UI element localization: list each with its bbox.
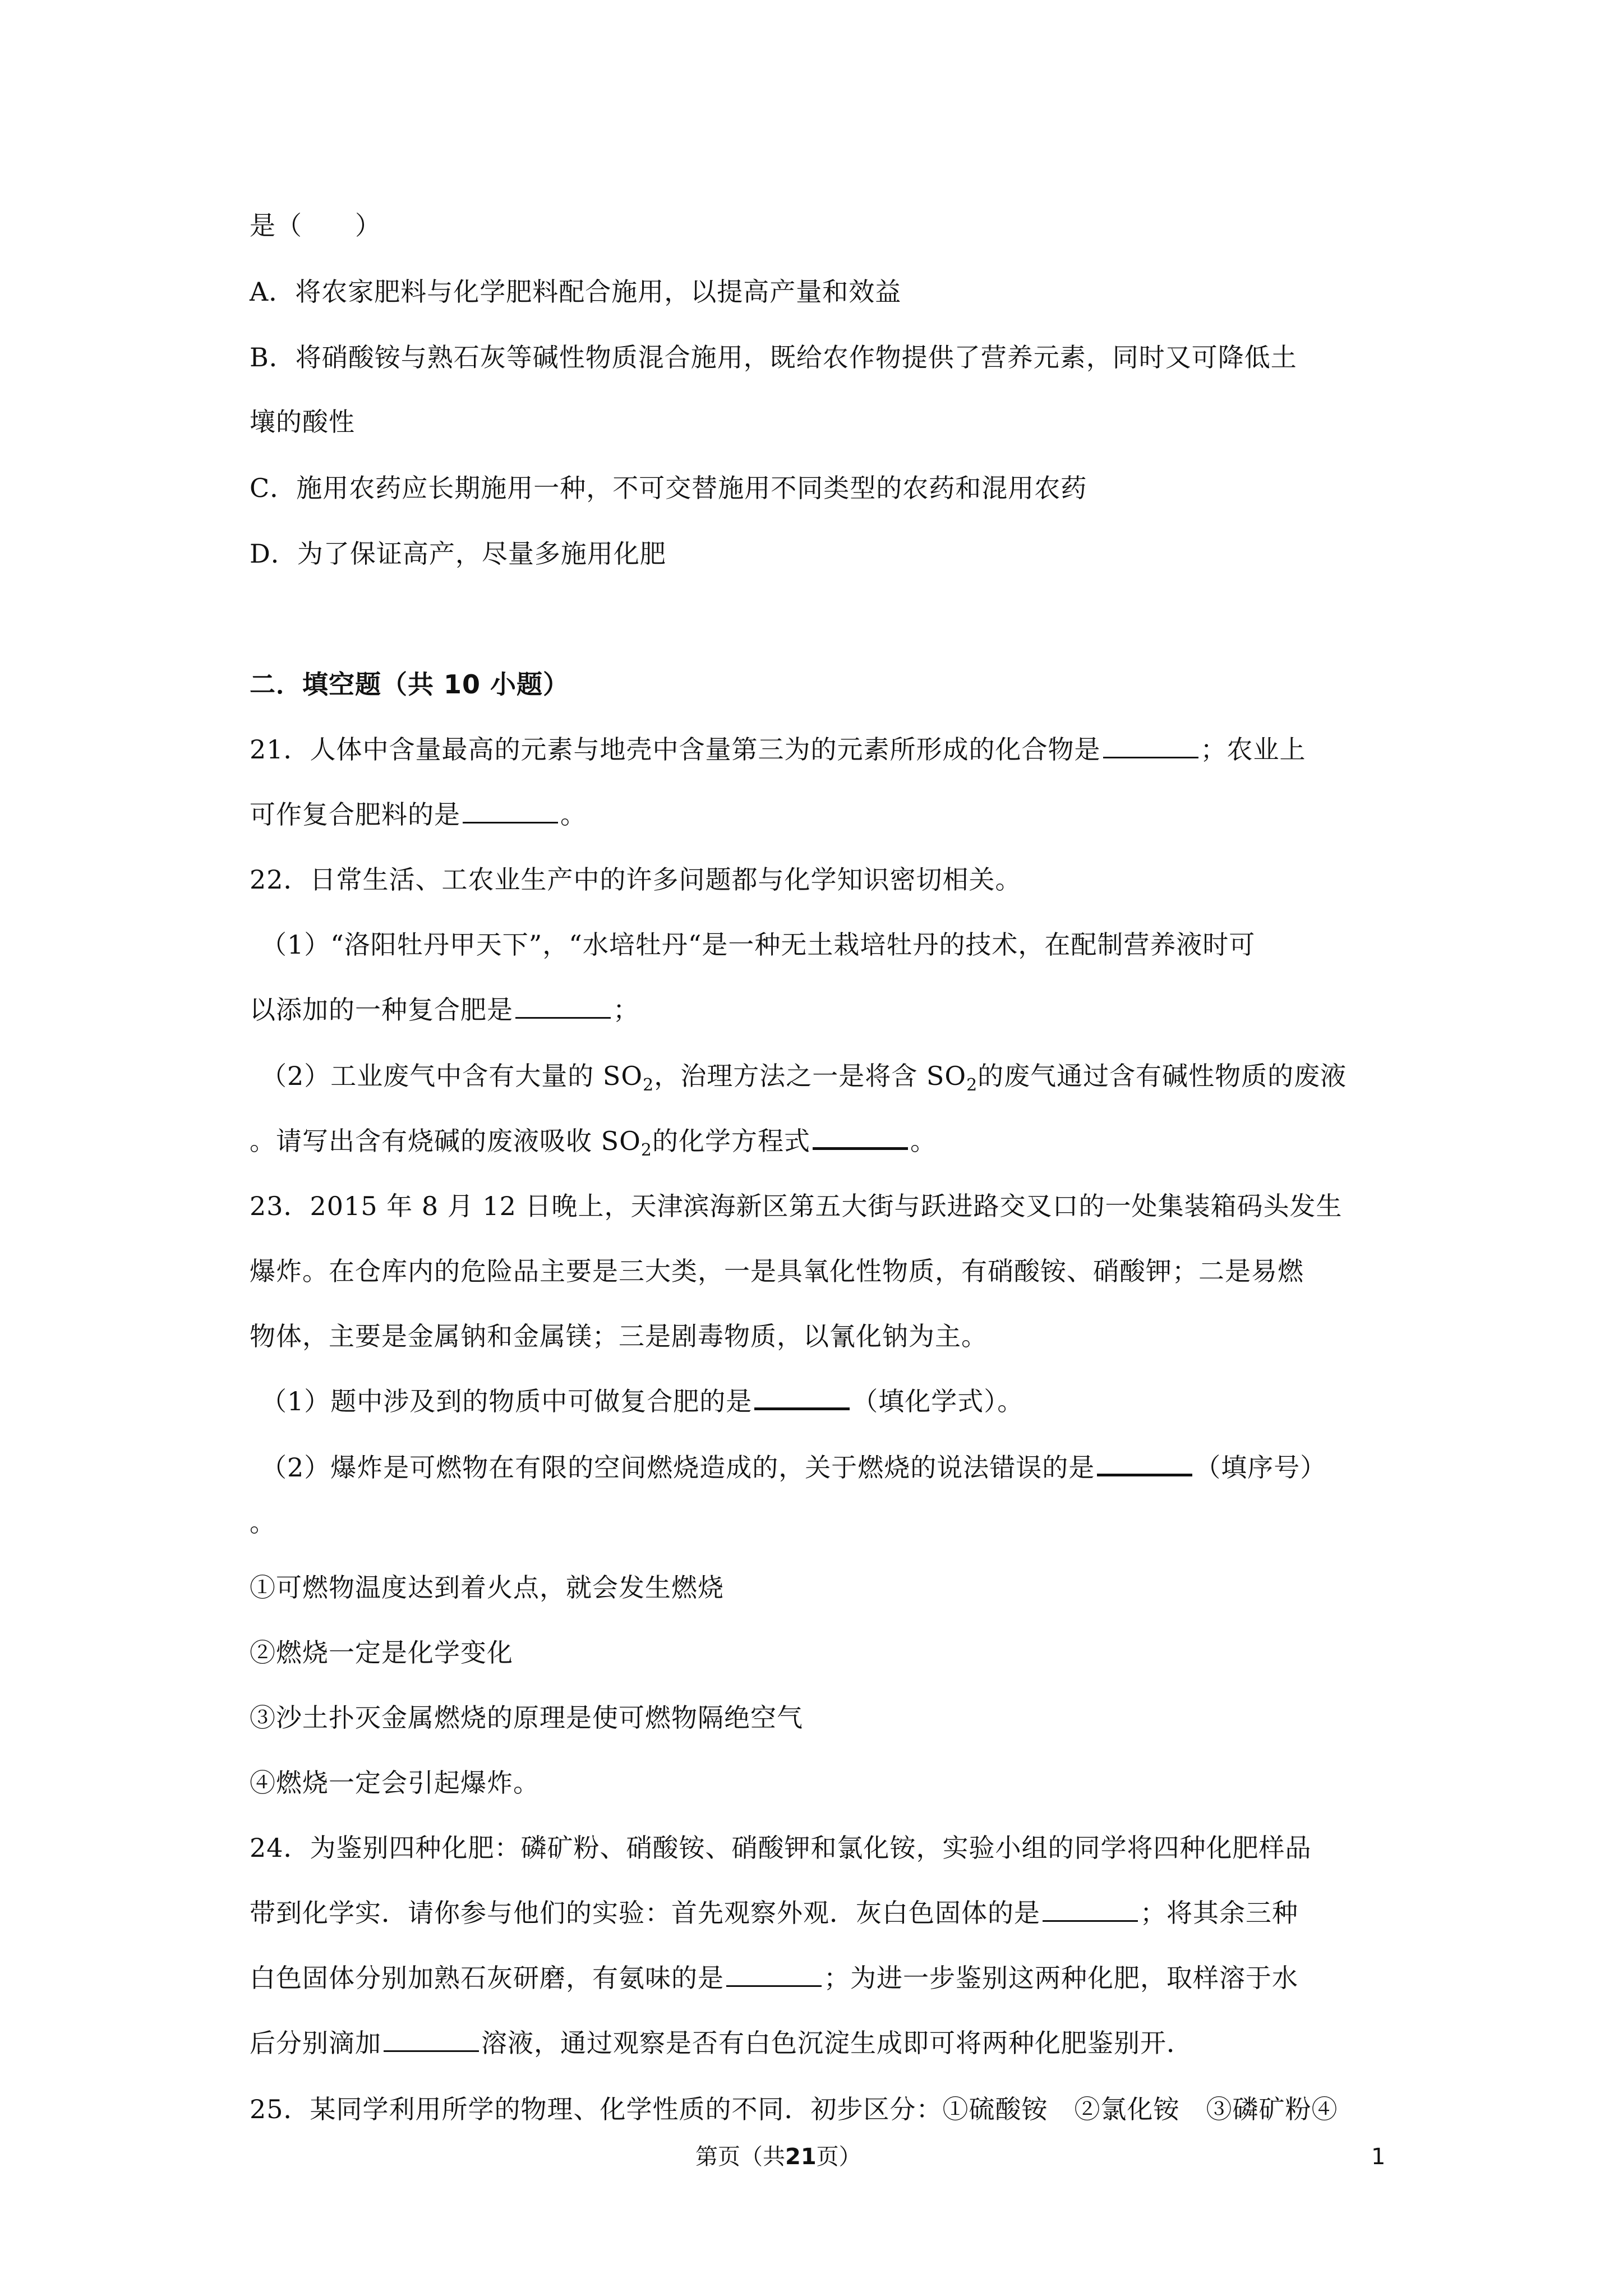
answer-blank[interactable] <box>384 2028 479 2052</box>
text-span: （1）题中涉及到的物质中可做复合肥的是 <box>261 1386 753 1416</box>
text-span: （填化学式）。 <box>852 1386 1024 1416</box>
question-22: 22．日常生活、工农业生产中的许多问题都与化学知识密切相关。 <box>250 864 1022 895</box>
option-d: D．为了保证高产，尽量多施用化肥 <box>250 539 666 569</box>
question-21 <box>250 733 1306 766</box>
subscript: 2 <box>640 1140 652 1161</box>
text-span: ；将其余三种 <box>1140 1898 1298 1928</box>
answer-blank[interactable] <box>813 1125 908 1150</box>
question-23: 23．2015 年 8 月 12 日晚上，天津滨海新区第五大街与跃进路交叉口的一处集装箱码头发生 <box>250 1191 1343 1221</box>
text-line: （1）“洛阳牡丹甲天下”，“水培牡丹“是一种无土栽培牡丹的技术，在配制营养液时可 <box>261 930 1256 960</box>
text-line <box>250 1124 937 1161</box>
text-span: 。请写出含有烧碱的废液吸收 SO <box>250 1126 641 1156</box>
text-line <box>261 1059 1347 1096</box>
list-item: ③沙土扑灭金属燃烧的原理是使可燃物隔绝空气 <box>250 1703 803 1733</box>
question-24: 24．为鉴别四种化肥：磷矿粉、硝酸铵、硝酸钾和氯化铵，实验小组的同学将四种化肥样品 <box>250 1833 1312 1863</box>
answer-blank[interactable] <box>1043 1898 1138 1922</box>
text-line <box>250 993 639 1027</box>
option-b: B．将硝酸铵与熟石灰等碱性物质混合施用，既给农作物提供了营养元素，同时又可降低土 <box>250 342 1297 372</box>
text-span: 溶液，通过观察是否有白色沉淀生成即可将两种化肥鉴别开． <box>481 2028 1193 2058</box>
answer-blank[interactable] <box>754 1385 850 1410</box>
text-span: 。 <box>910 1126 937 1156</box>
text-span: ；农业上 <box>1200 734 1306 765</box>
answer-blank[interactable] <box>515 995 611 1019</box>
list-item: ②燃烧一定是化学变化 <box>250 1637 513 1668</box>
text-line <box>261 1384 1023 1418</box>
subscript: 2 <box>643 1075 654 1096</box>
text-line: 是（ ） <box>250 210 381 241</box>
answer-blank[interactable] <box>726 1963 822 1987</box>
text-span: （2）工业废气中含有大量的 SO <box>261 1061 643 1091</box>
text-line: 壤的酸性 <box>250 407 355 437</box>
text-span: 的废气通过含有碱性物质的废液 <box>978 1061 1347 1091</box>
text-span: 带到化学实．请你参与他们的实验：首先观察外观．灰白色固体的是 <box>250 1898 1040 1928</box>
text-line <box>250 1961 1298 1995</box>
text-span: ，治理方法之一是将含 SO <box>654 1061 967 1091</box>
answer-blank[interactable] <box>1103 734 1198 758</box>
question-25: 25．某同学利用所学的物理、化学性质的不同．初步区分：①硫酸铵 ②氯化铵 ③磷矿粉④ <box>250 2094 1338 2124</box>
text-line <box>250 798 587 831</box>
text-line: 物体，主要是金属钠和金属镁；三是剧毒物质，以氰化钠为主。 <box>250 1321 988 1351</box>
footer-suffix: 页） <box>816 2144 861 2170</box>
answer-blank[interactable] <box>463 799 558 823</box>
text-line <box>261 1451 1326 1484</box>
text-span: 可作复合肥料的是 <box>250 799 460 830</box>
text-span: 21．人体中含量最高的元素与地壳中含量第三为的元素所形成的化合物是 <box>250 734 1101 765</box>
text-span: ；为进一步鉴别这两种化肥，取样溶于水 <box>824 1963 1298 1993</box>
footer-total-pages: 21 <box>785 2144 817 2170</box>
footer-prefix: 第页（共 <box>695 2144 785 2170</box>
subscript: 2 <box>966 1075 978 1096</box>
option-a: A．将农家肥料与化学肥料配合施用，以提高产量和效益 <box>250 277 902 307</box>
text-span: 白色固体分别加熟石灰研磨，有氨味的是 <box>250 1963 724 1993</box>
page-footer <box>695 2143 861 2171</box>
option-c: C．施用农药应长期施用一种，不可交替施用不同类型的农药和混用农药 <box>250 473 1087 503</box>
text-span: （2）爆炸是可燃物在有限的空间燃烧造成的，关于燃烧的说法错误的是 <box>261 1452 1095 1483</box>
text-line <box>250 1896 1298 1930</box>
text-span: 以添加的一种复合肥是 <box>250 995 513 1025</box>
page-number: 1 <box>1371 2144 1386 2170</box>
text-span: 的化学方程式 <box>652 1126 810 1156</box>
list-item: ④燃烧一定会引起爆炸。 <box>250 1768 540 1798</box>
text-span: 。 <box>560 799 587 830</box>
list-item: ①可燃物温度达到着火点，就会发生燃烧 <box>250 1572 724 1603</box>
text-span: （填序号） <box>1195 1452 1327 1483</box>
section-heading: 二．填空题（共 10 小题） <box>250 669 570 700</box>
answer-blank[interactable] <box>1097 1451 1192 1476</box>
text-line: 爆炸。在仓库内的危险品主要是三大类，一是具氧化性物质，有硝酸铵、硝酸钾；二是易燃 <box>250 1256 1304 1286</box>
text-line: 。 <box>250 1507 276 1538</box>
text-span: 后分别滴加 <box>250 2028 381 2058</box>
text-line <box>250 2026 1193 2060</box>
text-span: ； <box>613 995 639 1025</box>
